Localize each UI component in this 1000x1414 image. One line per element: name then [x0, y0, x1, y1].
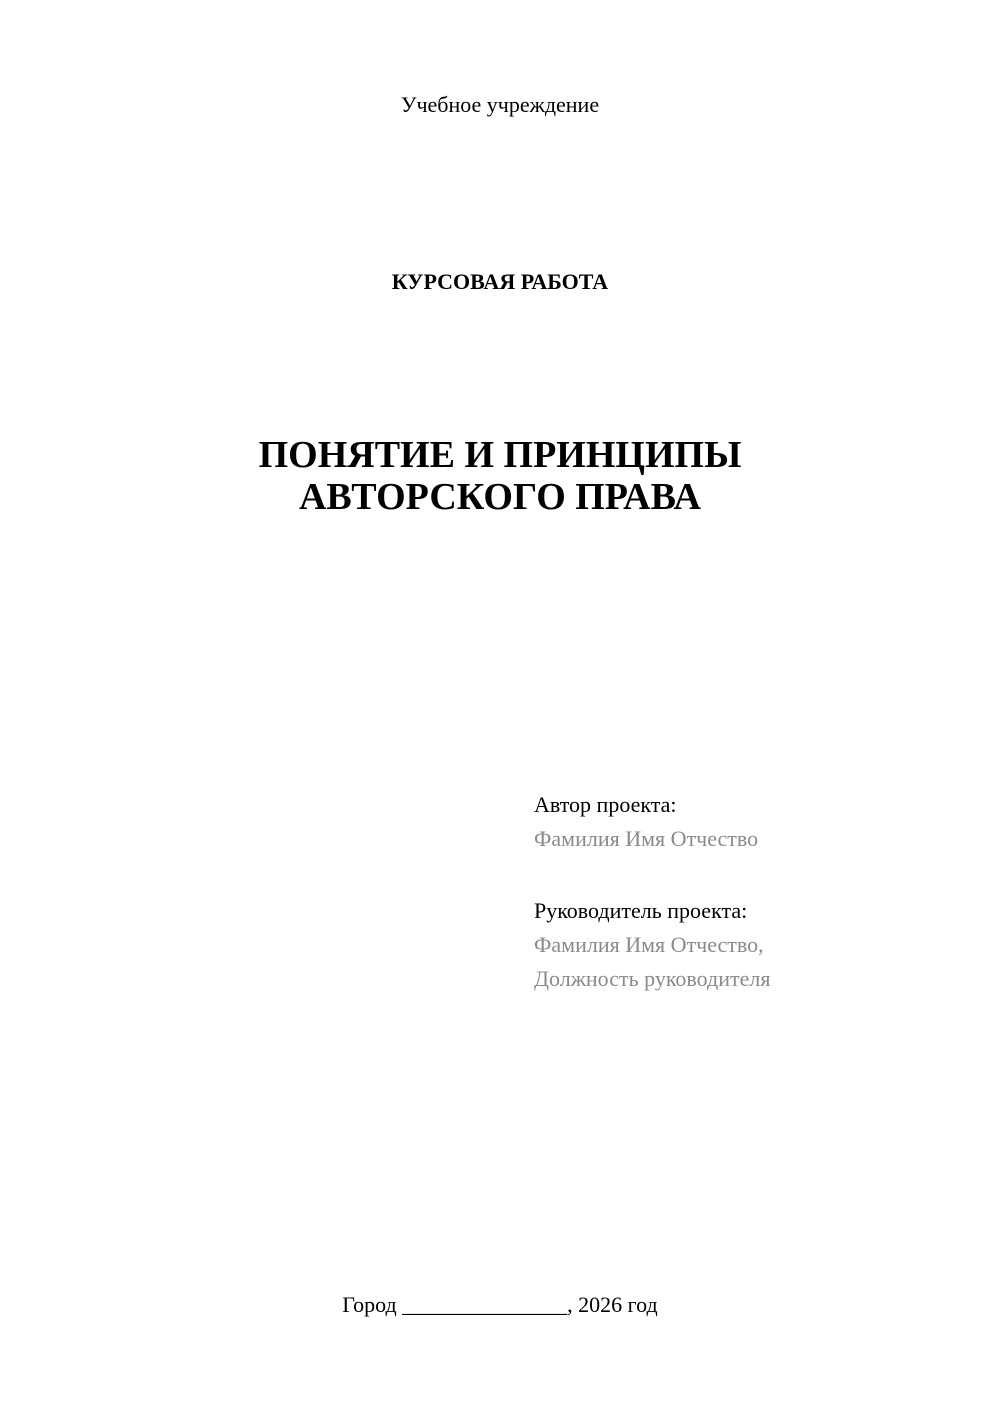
- city-year-line: Город _______________, 2026 год: [342, 1292, 658, 1317]
- credits-spacer: [534, 856, 974, 894]
- author-name: Фамилия Имя Отчество: [534, 826, 759, 851]
- work-type-heading: КУРСОВАЯ РАБОТА: [391, 269, 609, 294]
- supervisor-position: Должность руководителя: [534, 966, 771, 991]
- author-label: Автор проекта:: [534, 792, 677, 817]
- supervisor-label: Руководитель проекта:: [534, 898, 748, 923]
- document-title: [0, 434, 1000, 518]
- institution-name: Учебное учреждение: [400, 92, 600, 117]
- document-title-line-1: ПОНЯТИЕ И ПРИНЦИПЫ: [258, 434, 742, 476]
- credits-block: [534, 788, 974, 996]
- supervisor-name: Фамилия Имя Отчество,: [534, 932, 764, 957]
- document-title-line-2: АВТОРСКОГО ПРАВА: [298, 476, 701, 518]
